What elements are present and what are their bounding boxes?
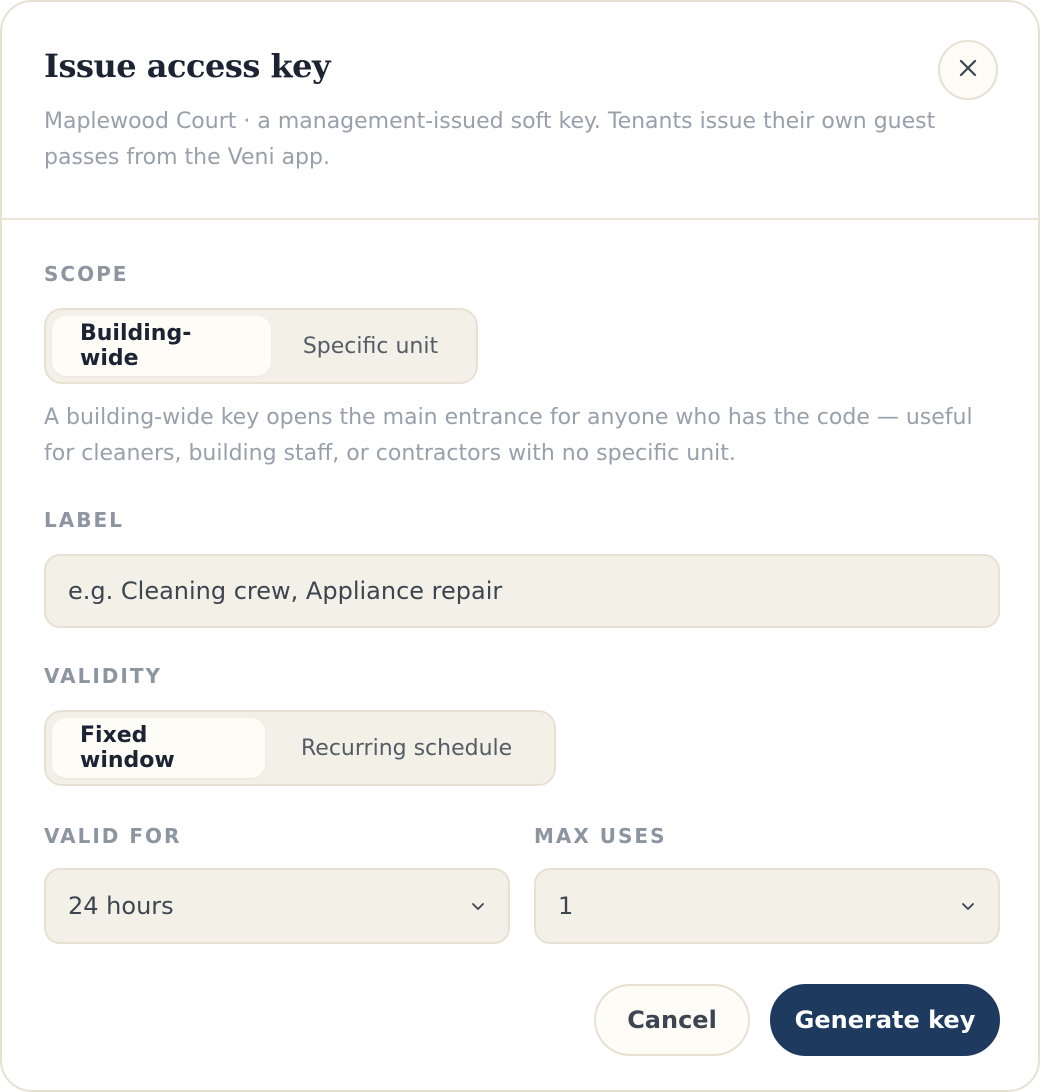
dialog-title: Issue access key [44, 47, 331, 85]
close-icon [958, 58, 978, 82]
valid-for-select[interactable] [44, 868, 510, 944]
generate-key-button[interactable]: Generate key [770, 984, 1000, 1056]
valid-for-label: VALID FOR [44, 824, 182, 848]
dialog-header [2, 2, 1038, 220]
label-input[interactable] [44, 554, 1000, 628]
chevron-down-icon [960, 898, 976, 914]
max-uses-label: MAX USES [534, 824, 667, 848]
label-field-label: LABEL [44, 508, 124, 532]
validity-segmented-control [44, 710, 556, 786]
max-uses-value: 1 [558, 892, 574, 920]
valid-for-value: 24 hours [68, 892, 174, 920]
scope-label: SCOPE [44, 262, 129, 286]
scope-help-text: A building-wide key opens the main entrance for anyone who has the code — useful for cleaners, building staff, or contractors with no specific unit. [44, 405, 973, 466]
dialog-subtitle: Maplewood Court · a management-issued soft key. Tenants issue their own guest passes from the Veni app. [44, 109, 936, 170]
scope-option-specific-unit[interactable]: Specific unit [302, 333, 439, 359]
cancel-button[interactable]: Cancel [594, 984, 750, 1056]
close-button[interactable] [938, 40, 998, 100]
scope-option-building-wide[interactable]: Building-wide [52, 316, 271, 376]
validity-label: VALIDITY [44, 664, 162, 688]
validity-option-fixed-window[interactable]: Fixed window [52, 718, 265, 778]
scope-segmented-control [44, 308, 478, 384]
max-uses-select[interactable] [534, 868, 1000, 944]
validity-option-recurring-schedule[interactable]: Recurring schedule [301, 735, 513, 761]
chevron-down-icon [470, 898, 486, 914]
